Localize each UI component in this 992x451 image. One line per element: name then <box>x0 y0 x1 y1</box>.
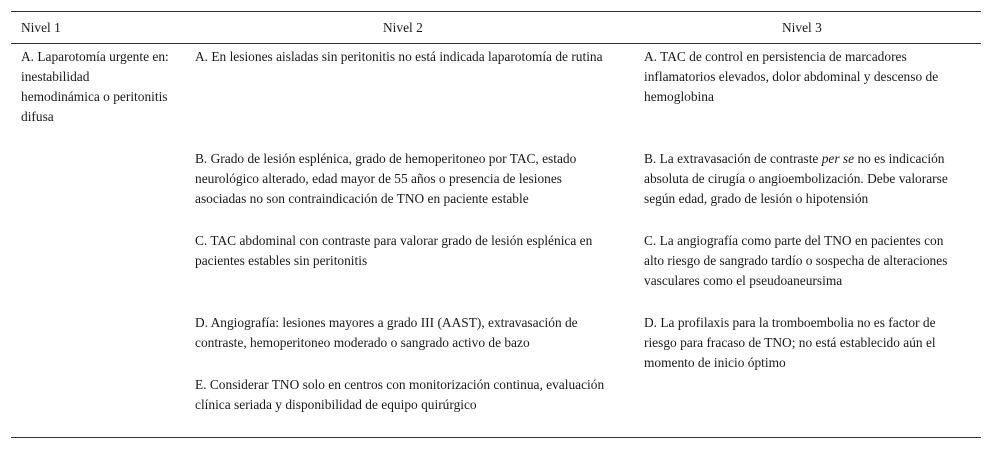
nivel2-cell-b: B. Grado de lesión esplénica, grado de hemoperitoneo por TAC, estado neurológico alterado, edad mayor de 55 años o presencia de lesiones asociadas no son contraindicación de TNO en paciente estable <box>195 151 577 206</box>
evidence-table <box>11 11 981 438</box>
nivel2-cell-e: E. Considerar TNO solo en centros con monitorización continua, evaluación clínica seriada y disponibilidad de equipo quirúrgico <box>195 377 605 412</box>
nivel3-cell-b-italic: per se <box>821 151 855 166</box>
nivel3-cell-b-rest: no es indicación absoluta de cirugía o angioembolización. Debe valorarse según edad, grado de lesión o hipotensión <box>644 151 948 206</box>
table-bottom-rule <box>11 437 981 438</box>
nivel2-cell-c: C. TAC abdominal con contraste para valorar grado de lesión esplénica en pacientes estables sin peritonitis <box>195 233 593 268</box>
table-body <box>11 44 981 437</box>
header-nivel-2: Nivel 2 <box>383 20 423 35</box>
nivel2-cell-d: D. Angiografía: lesiones mayores a grado III (AAST), extravasación de contraste, hemoperitoneo moderado o sangrado activo de bazo <box>195 315 578 350</box>
nivel2-cell-a: A. En lesiones aisladas sin peritonitis no está indicada laparotomía de rutina <box>195 49 603 64</box>
nivel3-cell-b-lead: B. La extravasación de contraste <box>644 151 822 166</box>
nivel3-cell-a: A. TAC de control en persistencia de marcadores inflamatorios elevados, dolor abdominal y descenso de hemoglobina <box>644 49 939 104</box>
nivel3-cell-d: D. La profilaxis para la tromboembolia no es factor de riesgo para fracaso de TNO; no está establecido aún el momento de inicio óptimo <box>644 315 936 370</box>
header-nivel-1: Nivel 1 <box>21 20 61 35</box>
nivel3-cell-b <box>644 149 964 209</box>
table-header-row <box>11 12 981 43</box>
header-nivel-3: Nivel 3 <box>782 20 822 35</box>
nivel3-cell-c: C. La angiografía como parte del TNO en pacientes con alto riesgo de sangrado tardío o sospecha de alteraciones vasculares como el pseudoaneursima <box>644 233 948 288</box>
nivel1-cell-a: A. Laparotomía urgente en: inestabilidad hemodinámica o peritonitis difusa <box>21 49 169 124</box>
